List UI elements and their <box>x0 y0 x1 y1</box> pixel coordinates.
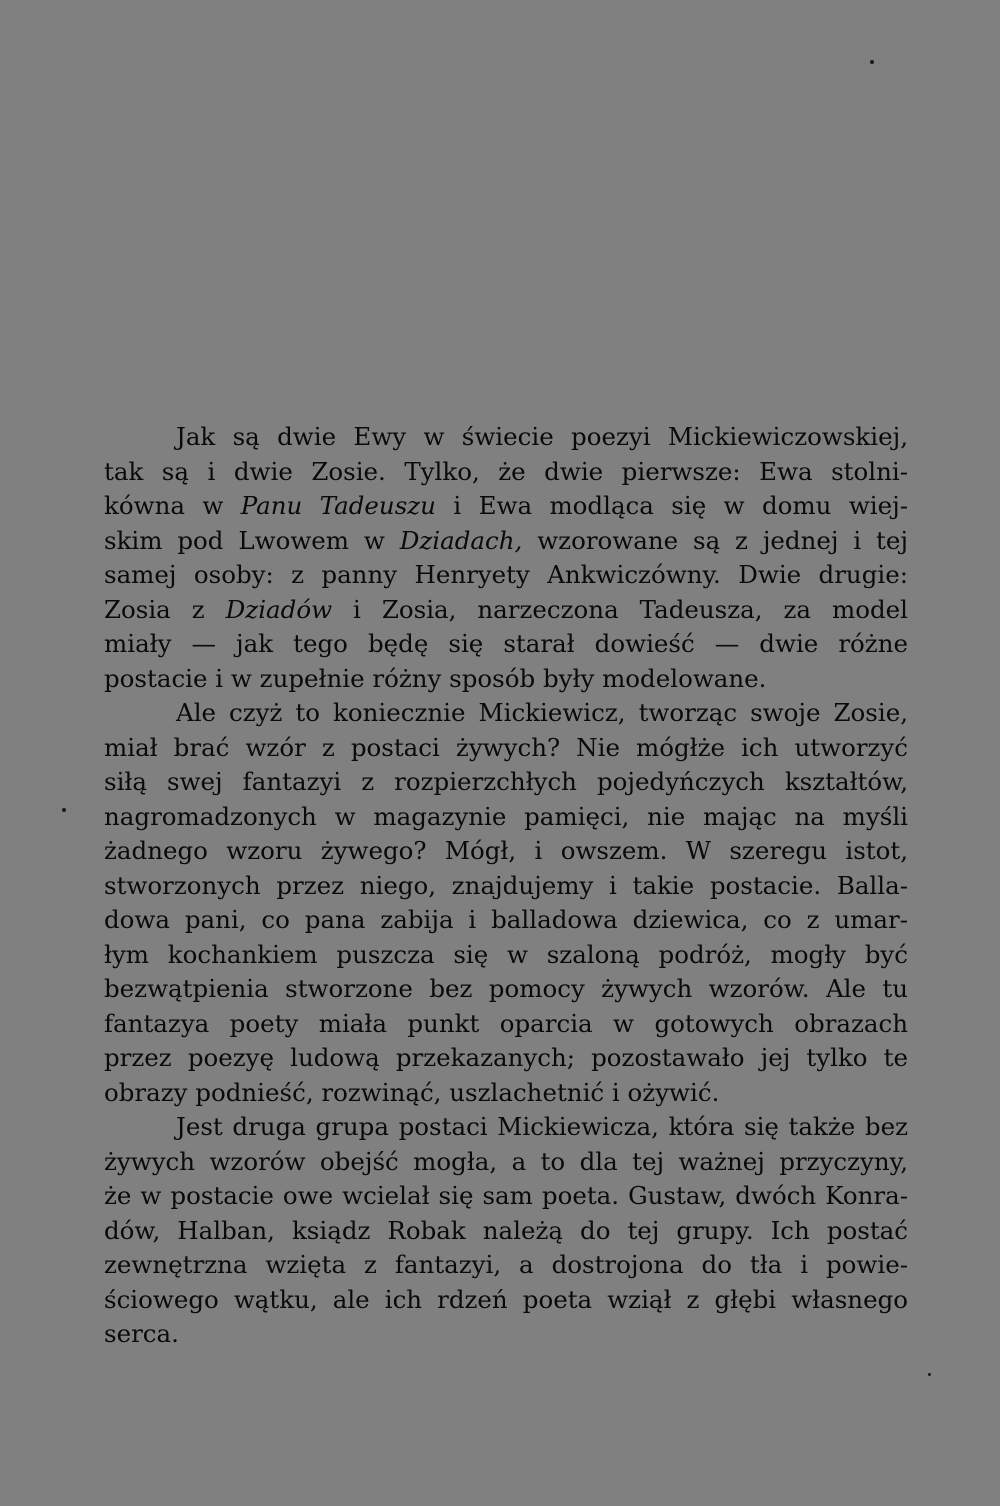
text-run: żywych wzorów obejść mogła, a to dla tej ważnej przyczyny, <box>104 1146 908 1176</box>
text-run: tak są i dwie Zosie. Tylko, że dwie pierwsze: Ewa stolni- <box>104 456 908 486</box>
text-line <box>104 1076 908 1111</box>
text-line <box>104 1110 908 1145</box>
italic-title: Dziadów <box>225 594 333 624</box>
text-line <box>104 489 908 524</box>
text-run: żadnego wzoru żywego? Mógł, i owszem. W szeregu istot, <box>104 836 908 865</box>
text-run: bezwątpienia stworzone bez pomocy żywych wzorów. Ale tu <box>104 974 908 1003</box>
text-run: że w postacie owe wcielał się sam poeta. Gustaw, dwóch Konra- <box>104 1181 908 1210</box>
paragraph <box>104 1110 908 1352</box>
text-line <box>104 524 908 559</box>
text-run: siłą swej fantazyi z rozpierzchłych pojedyńczych kształtów, <box>104 767 908 796</box>
text-line <box>104 1317 908 1352</box>
ink-speck <box>928 1373 931 1376</box>
text-run: przez poezyę ludową przekazanych; pozostawało jej tylko te <box>104 1043 908 1072</box>
text-run: i Zosia, narzeczona Tadeusza, za model <box>332 594 908 624</box>
text-run: Jak są dwie Ewy w świecie poezyi Mickiewiczowskiej, <box>176 422 908 451</box>
text-line <box>104 627 908 662</box>
text-line <box>104 455 908 490</box>
italic-title: Dziadach, <box>399 525 523 555</box>
body-text <box>104 420 908 1352</box>
text-run: zewnętrzna wzięta z fantazyi, a dostrojona do tła i powie- <box>104 1250 908 1279</box>
text-line <box>104 593 908 628</box>
text-line <box>104 903 908 938</box>
text-run: wzorowane są z jednej i tej <box>522 525 908 555</box>
text-line <box>104 938 908 973</box>
paragraph <box>104 420 908 696</box>
text-line <box>104 1214 908 1249</box>
text-run: Zosia z <box>104 594 226 624</box>
text-line <box>104 696 908 731</box>
text-line <box>104 869 908 904</box>
text-run: skim pod Lwowem w <box>104 525 400 555</box>
text-line <box>104 1283 908 1318</box>
text-run: postacie i w zupełnie różny sposób były modelowane. <box>104 663 767 693</box>
text-line <box>104 1248 908 1283</box>
text-run: stworzonych przez niego, znajdujemy i takie postacie. Balla- <box>104 870 908 900</box>
text-line <box>104 1041 908 1076</box>
paragraph <box>104 696 908 1110</box>
text-line <box>104 731 908 766</box>
text-run: ściowego wątku, ale ich rdzeń poeta wziął z głębi własnego <box>104 1284 908 1314</box>
text-line <box>104 662 908 697</box>
text-run: Jest druga grupa postaci Mickiewicza, która się także bez <box>176 1112 908 1141</box>
text-run: miał brać wzór z postaci żywych? Nie mógłże ich utworzyć <box>104 732 908 762</box>
text-run: nagromadzonych w magazynie pamięci, nie mając na myśli <box>104 801 908 831</box>
text-line <box>104 972 908 1007</box>
text-run: łym kochankiem puszcza się w szaloną podróż, mogły być <box>104 939 908 969</box>
text-line <box>104 800 908 835</box>
ink-speck <box>870 60 874 64</box>
text-line <box>104 1007 908 1042</box>
text-line <box>104 1145 908 1180</box>
text-line <box>104 558 908 593</box>
text-line <box>104 1179 908 1214</box>
ink-speck <box>62 808 66 812</box>
text-run: kówna w <box>104 491 241 520</box>
text-run: serca. <box>104 1319 179 1348</box>
text-line <box>104 420 908 455</box>
text-line <box>104 834 908 869</box>
text-run: fantazya poety miała punkt oparcia w gotowych obrazach <box>104 1008 908 1038</box>
text-run: samej osoby: z panny Henryety Ankwiczówny. Dwie drugie: <box>104 560 908 589</box>
text-run: dowa pani, co pana zabija i balladowa dziewica, co z umar- <box>104 905 908 934</box>
text-line <box>104 765 908 800</box>
text-run: Ale czyż to koniecznie Mickiewicz, tworząc swoje Zosie, <box>176 698 908 727</box>
text-run: i Ewa modląca się w domu wiej- <box>435 491 908 520</box>
italic-title: Panu Tadeuszu <box>240 491 436 520</box>
text-run: miały — jak tego będę się starał dowieść — dwie różne <box>104 629 908 658</box>
text-run: obrazy podnieść, rozwinąć, uszlachetnić i ożywić. <box>104 1077 720 1107</box>
text-run: dów, Halban, ksiądz Robak należą do tej grupy. Ich postać <box>104 1215 908 1245</box>
